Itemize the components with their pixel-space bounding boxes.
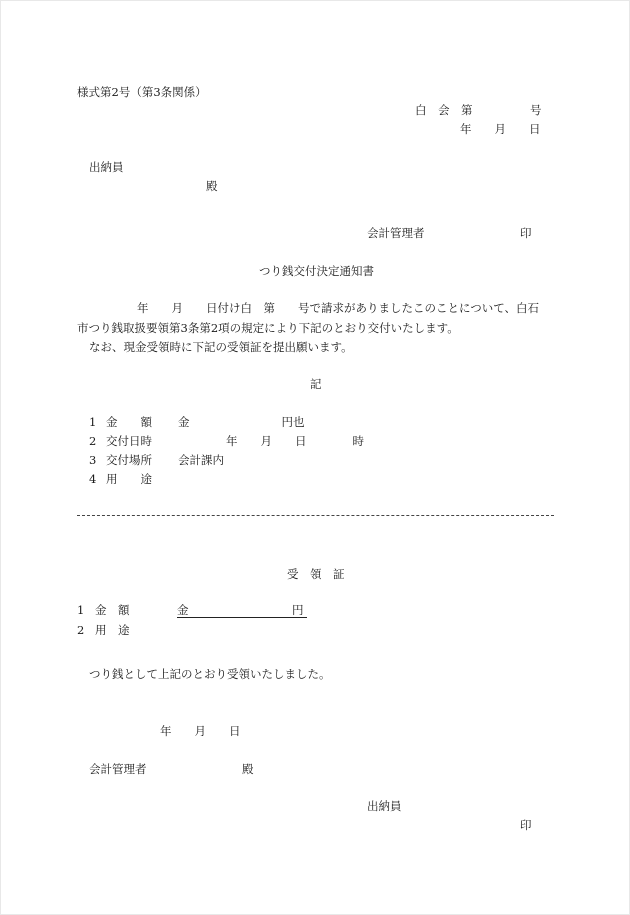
item-label: 交付日時 [106, 434, 152, 448]
item-number: 1 [89, 415, 97, 429]
header-date: 年 月 日 [460, 122, 541, 136]
addressee-title: 出納員 [89, 160, 124, 174]
item-number: 3 [89, 453, 97, 467]
item-number: 4 [89, 472, 97, 486]
receipt-item-label: 用 途 [95, 623, 130, 637]
item-value: 年 月 日 時 [226, 434, 364, 448]
document-title: つり銭交付決定通知書 [259, 264, 374, 278]
item-label: 金 額 [106, 415, 152, 429]
receipt-item-number: 2 [77, 623, 85, 637]
form-label: 様式第2号（第3条関係） [77, 85, 207, 99]
body-line-1: 年 月 日付け白 第 号で請求がありましたこのことについて、白石 [137, 301, 540, 315]
body-line-2: 市つり銭取扱要領第3条第2項の規定により下記のとおり交付いたします。 [77, 321, 459, 335]
item-label: 用 途 [106, 472, 152, 486]
body-line-3: なお、現金受領時に下記の受領証を提出願います。 [89, 340, 353, 354]
document-number: 白 会 第 号 [415, 103, 542, 117]
receipt-statement: つり銭として上記のとおり受領いたしました。 [89, 667, 331, 681]
amount-underline [177, 617, 307, 618]
receipt-signer-title: 出納員 [367, 799, 402, 813]
item-value: 金 円也 [178, 415, 305, 429]
issuer-seal: 印 [520, 226, 532, 240]
item-label: 交付場所 [106, 453, 152, 467]
issuer-title: 会計管理者 [367, 226, 425, 240]
receipt-date: 年 月 日 [160, 724, 241, 738]
receipt-title: 受 領 証 [287, 567, 345, 581]
cut-line [77, 515, 554, 516]
ki-heading: 記 [310, 377, 322, 391]
item-number: 2 [89, 434, 97, 448]
receipt-signer-seal: 印 [520, 818, 532, 832]
receipt-item-label: 金 額 [95, 603, 130, 617]
receipt-item-number: 1 [77, 603, 85, 617]
receipt-to-title: 会計管理者 [89, 762, 147, 776]
item-value: 会計課内 [178, 453, 224, 467]
addressee-honorific: 殿 [206, 179, 218, 193]
receipt-to-honorific: 殿 [242, 762, 254, 776]
receipt-amount-value: 金 円 [177, 603, 304, 617]
